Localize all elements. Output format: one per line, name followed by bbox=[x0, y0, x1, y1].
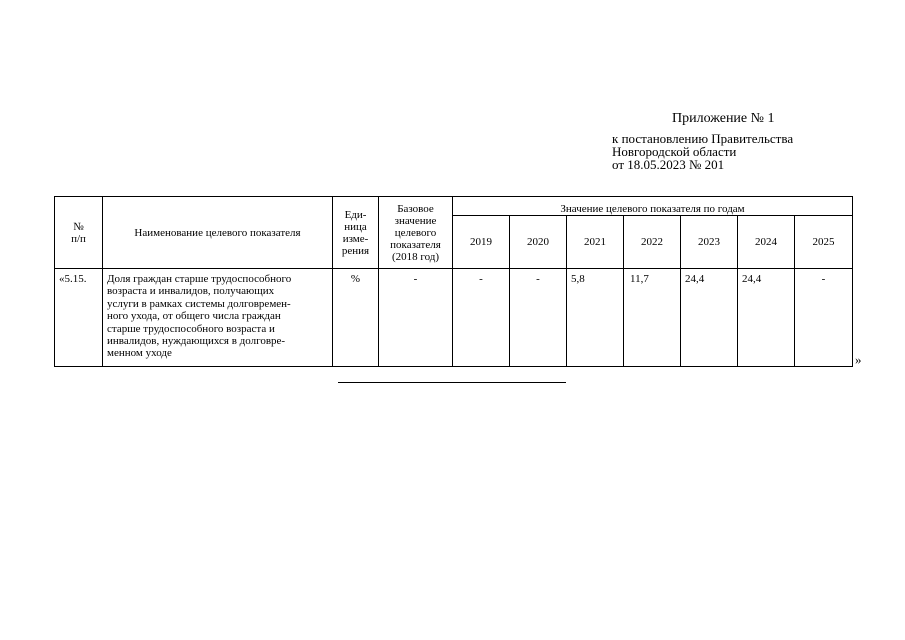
col-header-year: 2025 bbox=[795, 216, 853, 269]
col-header-name: Наименование целевого показателя bbox=[103, 197, 333, 269]
col-header-unit bbox=[333, 197, 379, 269]
col-header-number-line-2: п/п bbox=[71, 232, 86, 245]
row-value-2020: - bbox=[510, 269, 567, 367]
col-header-year: 2021 bbox=[567, 216, 624, 269]
indicator-name-line: услуги в рамках системы долговремен- bbox=[107, 297, 291, 310]
indicator-name-line: инвалидов, нуждающихся в долговре- bbox=[107, 335, 286, 348]
appendix-subtitle-line-2: Новгородской области bbox=[612, 144, 737, 159]
row-base-value: - bbox=[379, 269, 453, 367]
indicator-table bbox=[54, 196, 853, 367]
appendix-title: Приложение № 1 bbox=[672, 111, 775, 126]
col-header-base bbox=[379, 197, 453, 269]
row-value-2023: 24,4 bbox=[681, 269, 738, 367]
row-value-2022: 11,7 bbox=[624, 269, 681, 367]
col-header-base-line-5: (2018 год) bbox=[391, 250, 440, 263]
col-header-number-line-1: № bbox=[73, 220, 84, 233]
col-header-base-line-4: показателя bbox=[390, 238, 441, 251]
col-header-base-line-2: значение bbox=[394, 214, 437, 227]
indicator-name-line: старше трудоспособного возраста и bbox=[107, 322, 275, 335]
col-header-base-line-3: целевого bbox=[394, 226, 437, 239]
col-header-years-group: Значение целевого показателя по годам bbox=[453, 197, 853, 216]
footer-divider bbox=[338, 382, 566, 383]
col-header-year: 2020 bbox=[510, 216, 567, 269]
row-unit: % bbox=[333, 269, 379, 367]
table-header-row bbox=[55, 197, 853, 216]
row-value-2025: - bbox=[795, 269, 853, 367]
col-header-number bbox=[55, 197, 103, 269]
indicator-name-line: Доля граждан старше трудоспособного bbox=[107, 273, 292, 285]
row-value-2024: 24,4 bbox=[738, 269, 795, 367]
indicator-name-line: менном уходе bbox=[107, 347, 172, 360]
table-row bbox=[55, 269, 853, 367]
col-header-unit-line-1: Еди- bbox=[344, 208, 367, 221]
indicator-name-line: ного ухода, от общего числа граждан bbox=[107, 310, 281, 323]
col-header-year: 2022 bbox=[624, 216, 681, 269]
col-header-unit-line-4: рения bbox=[341, 244, 370, 257]
col-header-unit-line-3: изме- bbox=[342, 232, 369, 245]
row-indicator-name bbox=[103, 269, 333, 367]
col-header-year: 2023 bbox=[681, 216, 738, 269]
col-header-year: 2019 bbox=[453, 216, 510, 269]
row-value-2019: - bbox=[453, 269, 510, 367]
col-header-base-line-1: Базовое bbox=[397, 202, 434, 215]
col-header-year: 2024 bbox=[738, 216, 795, 269]
col-header-unit-line-2: ница bbox=[344, 220, 367, 233]
row-value-2021: 5,8 bbox=[567, 269, 624, 367]
row-number: «5.15. bbox=[55, 269, 103, 367]
appendix-subtitle-line-3: от 18.05.2023 № 201 bbox=[612, 157, 725, 172]
indicator-name-line: возраста и инвалидов, получающих bbox=[107, 285, 275, 298]
appendix-subtitle-line-1: к постановлению Правительства bbox=[612, 131, 794, 146]
closing-quote-mark: » bbox=[855, 352, 862, 367]
